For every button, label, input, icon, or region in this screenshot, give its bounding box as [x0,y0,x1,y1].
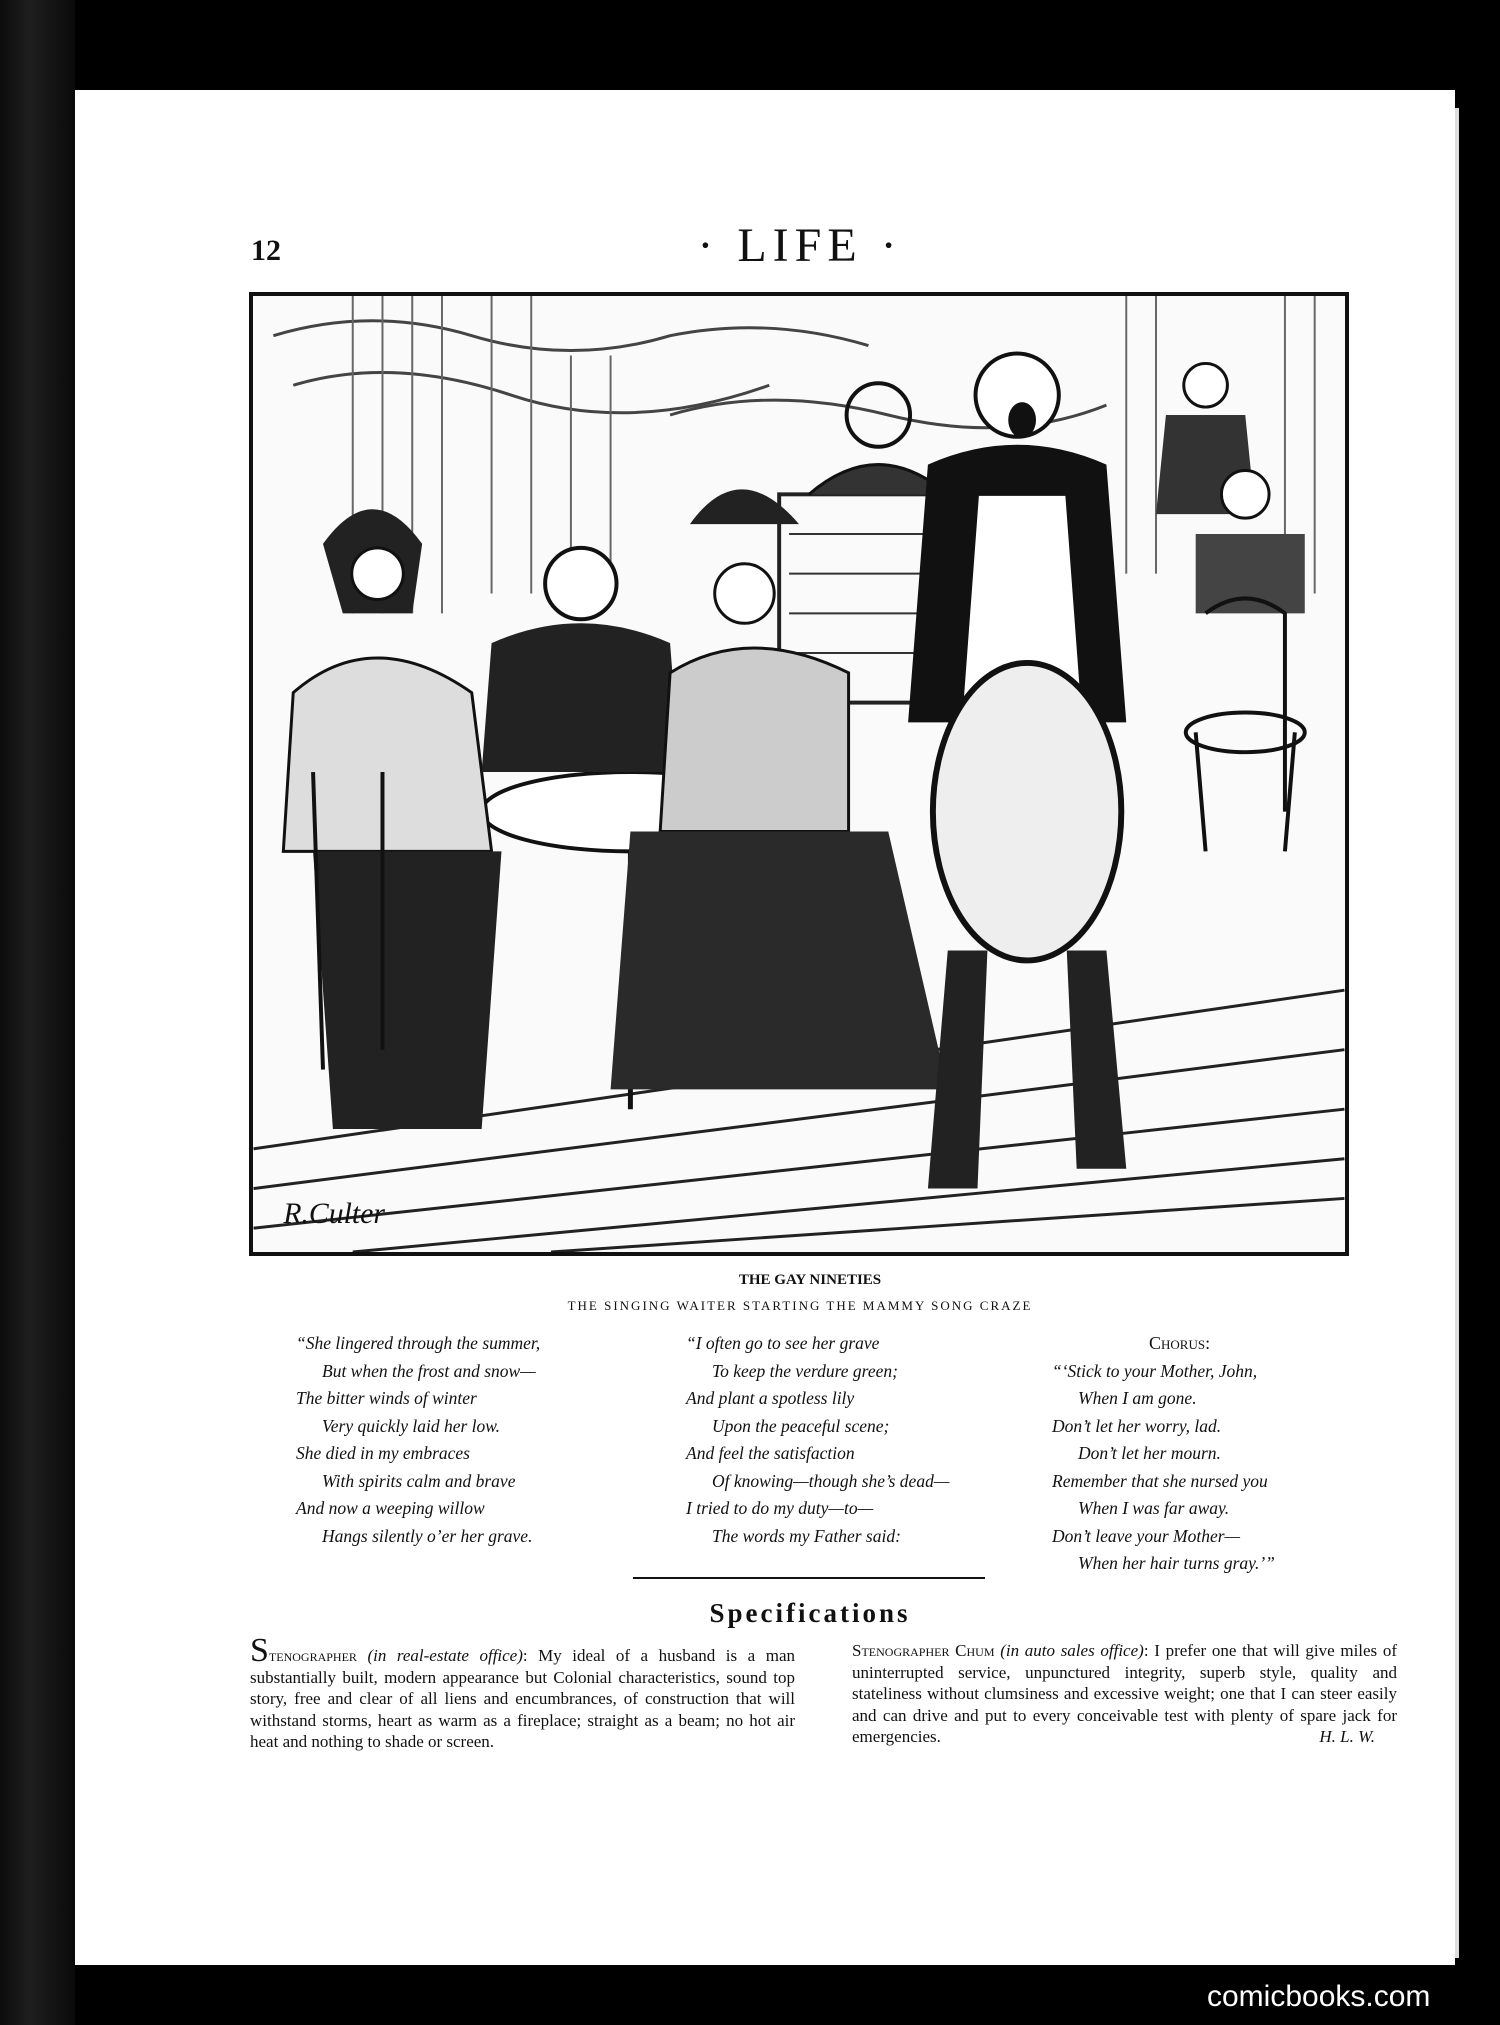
scan-left-border [0,0,75,2025]
verse-line: But when the frost and snow— [322,1360,536,1381]
verse-line: With spirits calm and brave [322,1470,516,1491]
verse-line: And feel the satisfaction [686,1443,855,1463]
cartoon-drawing [253,296,1345,1252]
verse-line: Of knowing—though she’s dead— [712,1470,950,1491]
verse-line: When her hair turns gray.’” [1078,1553,1275,1573]
verse-line: When I was far away. [1078,1498,1230,1518]
verse-line: She died in my embraces [296,1443,470,1463]
verse-line: I tried to do my duty—to— [686,1498,874,1518]
spec-office: (in auto sales office) [1000,1641,1144,1660]
spec-text: : My ideal of a husband is a man substantially built, modern appearance but Colonial characteristics, sound top story, free and clear of all liens and encumbrances, of construction that will withstand storms, heart as warm as a fireplace; straight as a beam; no hot air heat and nothing to shade or screen. [250,1646,796,1751]
chorus-heading: Chorus: [1149,1333,1211,1353]
verse-line: The words my Father said: [712,1525,901,1546]
author-initials: H. L. W. [1319,1727,1375,1746]
section-divider [633,1577,985,1579]
cartoon-title: THE GAY NINETIES [738,1272,882,1288]
drop-cap: S [250,1632,269,1669]
verse-line: The bitter winds of winter [296,1388,477,1408]
verse-line: Hangs silently o’er her grave. [322,1525,533,1546]
watermark: comicbooks.com [1207,1980,1431,2013]
verse-chorus [1052,1330,1275,1578]
verse-line: And plant a spotless lily [686,1388,855,1408]
verse-line: When I am gone. [1078,1388,1197,1408]
spec-right-column [852,1640,1397,1748]
verse-line: Upon the peaceful scene; [712,1415,890,1436]
verse-line: “I often go to see her grave [686,1333,880,1353]
page-number: 12 [251,234,281,267]
cartoon-subtitle: THE SINGING WAITER STARTING THE MAMMY SONG CRAZE [567,1298,1033,1313]
verse-line: And now a weeping willow [296,1498,485,1518]
spec-text: : I prefer one that will give miles of uninterrupted service, unpunctured integrity, superb style, quality and stateliness without clumsiness and excessive weight; one that I can steer easily and can drive and put to every conceivable test with plenty of spare jack for emergencies. [852,1641,1398,1746]
spec-role: tenographer [268,1646,357,1665]
artist-signature: R.Culter [283,1197,385,1231]
cartoon-illustration [249,292,1349,1256]
verse-line: Don’t leave your Mother— [1052,1525,1241,1546]
verse-line: Don’t let her mourn. [1078,1443,1221,1463]
specifications-heading: Specifications [709,1598,911,1628]
spec-left-column [250,1632,796,1753]
verse-line: Don’t let her worry, lad. [1052,1415,1222,1436]
verse-line: Very quickly laid her low. [322,1415,501,1436]
verse-left [296,1330,540,1550]
verse-middle [686,1330,949,1550]
verse-line: To keep the verdure green; [712,1360,898,1381]
verse-line: “‘Stick to your Mother, John, [1052,1360,1258,1381]
verse-line: Remember that she nursed you [1052,1470,1268,1491]
verse-line: “She lingered through the summer, [296,1333,541,1353]
scan-right-edge [1455,108,1500,1958]
spec-office: (in real-estate office) [367,1646,523,1665]
spec-role: Stenographer Chum [852,1641,995,1660]
masthead-title: · LIFE · [697,219,903,272]
